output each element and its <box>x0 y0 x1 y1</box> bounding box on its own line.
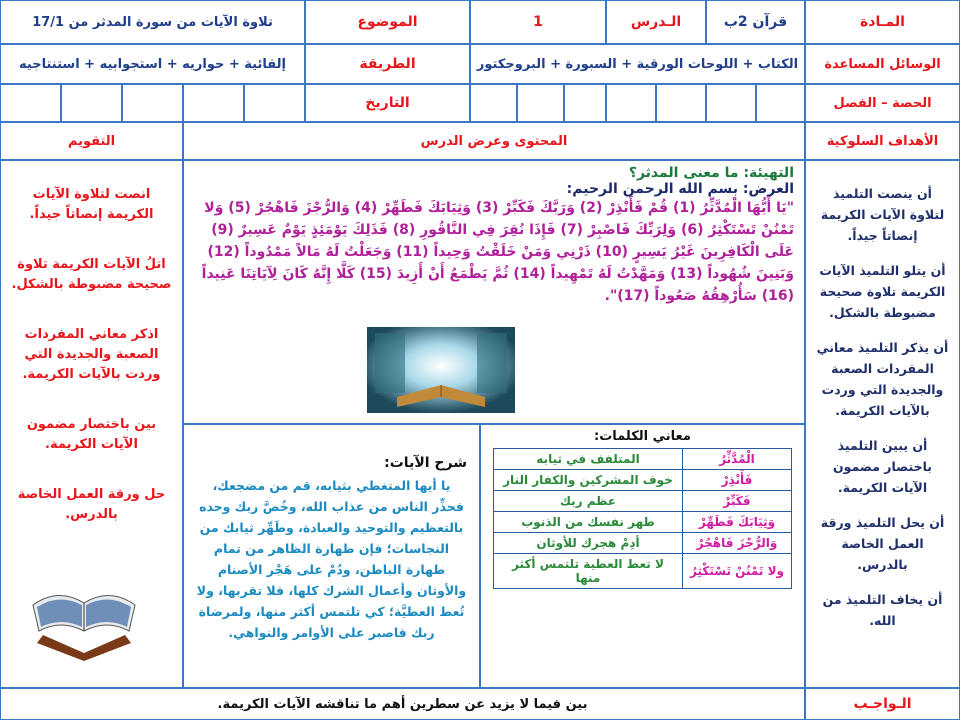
date-cell <box>122 84 183 122</box>
homework-label: الـواجـب <box>805 688 960 720</box>
aids-value: الكتاب + اللوحات الورقية + السبورة + البروجكتور <box>470 44 805 84</box>
date-cell <box>183 84 244 122</box>
aids-label: الوسائل المساعدة <box>805 44 960 84</box>
evaluation-item: حل ورقة العمل الخاصة بالدرس. <box>17 487 166 522</box>
objective-item: أن يبين التلميذ باختصار مضمون الآيات الكريمة. <box>833 438 932 495</box>
verses-text: "يَا أَيُّهَا الْمُدَّثِّرُ (1) قُمْ فَأَنْذِرْ (2) وَرَبَّكَ فَكَبِّرْ (3) وَثِيَابَكَ فَطَهِّرْ (4) وَالرُّجْزَ فَاهْجُرْ (5) وَلا تَمْنُنْ تَسْتَكْثِرُ (6) وَلِرَبِّكَ فَاصْبِرْ (7) فَإِذَا نُقِرَ فِي النَّاقُورِ (8) فَذَلِكَ يَوْمَئِذٍ يَوْمٌ عَسِيرٌ (9) عَلَى الْكَافِرِينَ غَيْرُ يَسِيرٍ (10) ذَرْنِي وَمَنْ خَلَقْتُ وَحِيداً (11) وَجَعَلْتُ لَهُ مَالاً مَمْدُوداً (12) وَبَنِينَ شُهُوداً (13) وَمَهَّدْتُ لَهُ تَمْهِيداً (14) ثُمَّ يَطْمَعُ أَنْ أَزِيدَ (15) كَلَّا إِنَّهُ كَانَ لِآيَاتِنَا عَنِيداً (16) سَأُرْهِقُهُ صَعُوداً (17)". <box>201 200 794 304</box>
evaluation-item: بين باختصار مضمون الآيات الكريمة. <box>26 417 157 452</box>
word-meanings-table <box>493 448 792 589</box>
table-row <box>494 449 792 470</box>
meaning-cell: لا تعط العطية تلتمس أكثر منها <box>494 554 683 589</box>
meaning-cell: أدِمْ هجرك للأوثان <box>494 533 683 554</box>
method-value: إلقائية + حواريه + استجوابيه + استنتاجيه <box>0 44 305 84</box>
period-cell <box>606 84 656 122</box>
quran-stand-icon <box>23 565 145 661</box>
evaluation-item: اذكر معاني المفردات الصعبة والجديدة التي وردت بالآيات الكريمة. <box>22 327 161 382</box>
date-cell <box>61 84 122 122</box>
method-label: الطريقة <box>305 44 470 84</box>
objective-item: أن يخاف التلميذ من الله. <box>822 592 943 628</box>
tafsir-cell <box>183 424 480 688</box>
period-cell <box>756 84 805 122</box>
objective-item: أن يحل التلميذ ورقة العمل الخاصة بالدرس. <box>820 515 945 572</box>
table-row <box>494 491 792 512</box>
subject-value: قرآن 2ب <box>706 0 805 44</box>
table-row <box>494 512 792 533</box>
period-cell <box>564 84 606 122</box>
lesson-label: الـدرس <box>606 0 706 44</box>
word-meanings-title: معاني الكلمات: <box>594 429 691 444</box>
period-cell <box>470 84 517 122</box>
objective-item: أن يذكر التلميذ معاني المفردات الصعبة والجديدة التي وردت بالآيات الكريمة. <box>816 340 949 418</box>
date-cell <box>244 84 305 122</box>
period-cell <box>517 84 564 122</box>
evaluation-item: اتلُ الآيات الكريمة تلاوة صحيحة مضبوطة بالشكل. <box>11 257 172 292</box>
quran-light-image <box>367 327 515 413</box>
lesson-value: 1 <box>470 0 606 44</box>
content-heading: المحتوى وعرض الدرس <box>183 122 805 160</box>
word-cell: وَثِيَابَكَ فَطَهِّرْ <box>683 512 792 533</box>
subject-label: المـادة <box>805 0 960 44</box>
period-cell <box>656 84 706 122</box>
content-presentation <box>183 160 805 424</box>
word-cell: الْمُدَّثِّرُ <box>683 449 792 470</box>
table-row <box>494 470 792 491</box>
topic-value: تلاوة الآيات من سورة المدثر من 17/1 <box>0 0 305 44</box>
objectives-cell <box>805 160 960 688</box>
topic-label: الموضوع <box>305 0 470 44</box>
evaluation-cell <box>0 160 183 688</box>
date-cell <box>0 84 61 122</box>
table-row <box>494 533 792 554</box>
meaning-cell: خوف المشركين والكفار النار <box>494 470 683 491</box>
evaluation-heading: التقويم <box>0 122 183 160</box>
word-meanings-cell <box>480 424 805 688</box>
tafsir-title: شرح الآيات: <box>384 455 467 471</box>
presentation-line: العرض: بسم الله الرحمن الرحيم: <box>566 181 794 197</box>
objectives-heading: الأهداف السلوكية <box>805 122 960 160</box>
meaning-cell: المتلفف في ثيابه <box>494 449 683 470</box>
table-row <box>494 554 792 589</box>
objective-item: أن يتلو التلميذ الآيات الكريمة تلاوة صحيحة مضبوطة بالشكل. <box>819 263 946 320</box>
word-cell: فَكَبِّرْ <box>683 491 792 512</box>
word-cell: وَالرُّجْزَ فَاهْجُرْ <box>683 533 792 554</box>
intro-line: التهيئة: ما معنى المدثر؟ <box>628 165 794 181</box>
evaluation-item: انصت لتلاوة الآيات الكريمة إنصاتاً جيداً. <box>29 187 154 222</box>
period-cell <box>706 84 756 122</box>
objective-item: أن ينصت التلميذ لتلاوة الآيات الكريمة إنصاتاً جيداً. <box>820 186 945 243</box>
word-cell: ولا تَمْنُنْ تَسْتَكْثِرُ <box>683 554 792 589</box>
date-label: التاريخ <box>305 84 470 122</box>
word-cell: فَأَنْذِرْ <box>683 470 792 491</box>
tafsir-text: يا أيها المتغطي بثيابه، قم من مضجعك، فحذِّر الناس من عذاب الله، وخُصَّ ربك وحده بالتعظيم والتوحيد والعبادة، وطَهِّر ثيابك من النجاسات؛ فإن طهارة الظاهر من تمام طهارة الباطن، ودُمْ على هَجْر الأصنام والأوثان وأعمال الشرك كلها، فلا تقربها، ولا تُعط العطيَّة؛ كي تلتمس أكثر منها، ولمرضاة ربك فاصبر على الأوامر والنواهي. <box>196 478 467 640</box>
period-label: الحصة – الفصل <box>805 84 960 122</box>
homework-text: بين فيما لا يزيد عن سطرين أهم ما تناقشه الآيات الكريمة. <box>0 688 805 720</box>
meaning-cell: عظم ربك <box>494 491 683 512</box>
meaning-cell: طهر نفسك من الذنوب <box>494 512 683 533</box>
